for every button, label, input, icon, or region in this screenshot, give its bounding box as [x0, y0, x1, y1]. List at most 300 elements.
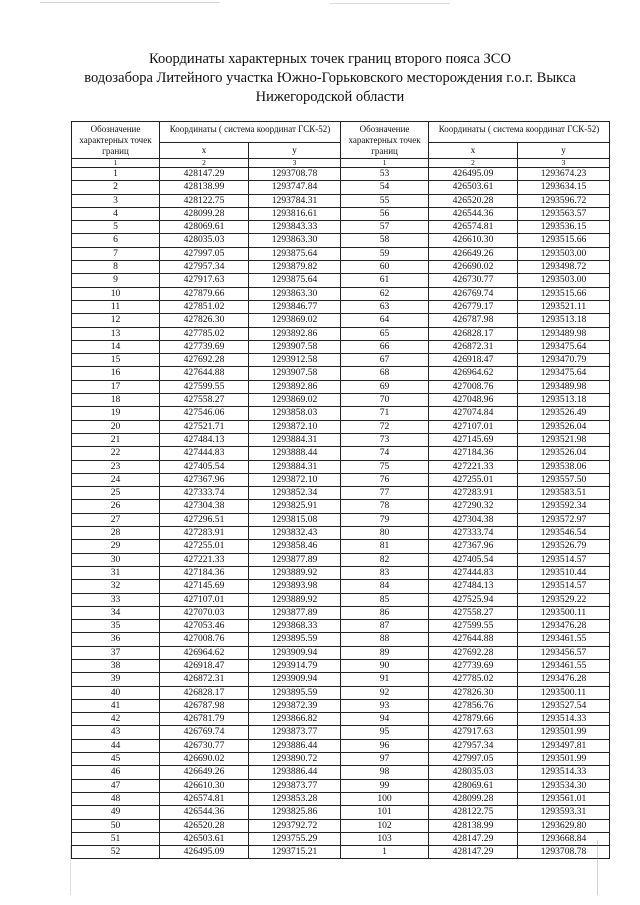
point-id-cell: 32: [72, 580, 160, 593]
point-id-cell: 30: [72, 553, 160, 566]
table-row: [72, 553, 610, 566]
coord-x-cell: 427917.63: [429, 726, 518, 739]
coord-y-cell: 1293889.92: [249, 593, 341, 606]
coord-y-cell: 1293815.08: [249, 513, 341, 526]
coord-x-cell: 427484.13: [160, 433, 249, 446]
coord-x-cell: 428122.75: [429, 806, 518, 819]
point-id-cell: 99: [341, 779, 429, 792]
coord-x-cell: 427558.27: [429, 606, 518, 619]
table-row: [72, 726, 610, 739]
coord-x-cell: 428138.99: [429, 819, 518, 832]
table-row: [72, 593, 610, 606]
coord-x-cell: 427879.66: [160, 287, 249, 300]
point-id-cell: 17: [72, 380, 160, 393]
table-row: [72, 487, 610, 500]
coord-y-cell: 1293674.23: [518, 168, 610, 181]
point-id-cell: 84: [341, 580, 429, 593]
point-id-cell: 93: [341, 699, 429, 712]
coord-x-cell: 427255.01: [160, 540, 249, 553]
coord-y-cell: 1293715.21: [249, 846, 341, 859]
coord-y-cell: 1293708.78: [518, 846, 610, 859]
coord-y-cell: 1293501.99: [518, 726, 610, 739]
coord-x-cell: 426828.17: [160, 686, 249, 699]
coord-y-cell: 1293858.46: [249, 540, 341, 553]
coord-x-cell: 428138.99: [160, 181, 249, 194]
coord-y-cell: 1293869.02: [249, 314, 341, 327]
coord-y-cell: 1293875.64: [249, 247, 341, 260]
coord-x-cell: 428069.61: [429, 779, 518, 792]
table-row: [72, 566, 610, 579]
coord-y-cell: 1293526.49: [518, 407, 610, 420]
coord-y-cell: 1293892.86: [249, 327, 341, 340]
point-id-cell: 39: [72, 673, 160, 686]
point-id-cell: 38: [72, 659, 160, 672]
column-number-row: [72, 159, 610, 168]
coord-y-cell: 1293872.10: [249, 420, 341, 433]
point-id-cell: 73: [341, 433, 429, 446]
point-id-cell: 100: [341, 792, 429, 805]
table-row: [72, 659, 610, 672]
coord-y-cell: 1293498.72: [518, 261, 610, 274]
coord-x-cell: 427599.55: [429, 620, 518, 633]
point-id-cell: 79: [341, 513, 429, 526]
coord-y-cell: 1293892.86: [249, 380, 341, 393]
point-id-cell: 68: [341, 367, 429, 380]
coord-y-cell: 1293877.89: [249, 553, 341, 566]
coord-x-cell: 426787.98: [160, 699, 249, 712]
coord-x-cell: 426918.47: [160, 659, 249, 672]
coord-y-cell: 1293497.81: [518, 739, 610, 752]
coord-x-cell: 426503.61: [160, 832, 249, 845]
title-line-3: Нижегородской области: [255, 89, 405, 105]
coord-y-cell: 1293503.00: [518, 274, 610, 287]
point-id-cell: 37: [72, 646, 160, 659]
coord-y-cell: 1293563.57: [518, 207, 610, 220]
coord-x-cell: 426781.79: [160, 713, 249, 726]
coord-x-cell: 428099.28: [160, 207, 249, 220]
table-row: [72, 620, 610, 633]
point-id-cell: 101: [341, 806, 429, 819]
coord-x-cell: 426779.17: [429, 300, 518, 313]
coord-y-cell: 1293909.94: [249, 646, 341, 659]
coord-y-cell: 1293708.78: [249, 168, 341, 181]
point-id-cell: 75: [341, 460, 429, 473]
coord-y-cell: 1293886.44: [249, 739, 341, 752]
point-id-cell: 23: [72, 460, 160, 473]
point-id-cell: 20: [72, 420, 160, 433]
coordinates-table: [71, 121, 610, 859]
coord-y-cell: 1293895.59: [249, 686, 341, 699]
coord-x-cell: 426544.36: [160, 806, 249, 819]
point-id-cell: 43: [72, 726, 160, 739]
coord-x-cell: 428035.03: [160, 234, 249, 247]
coord-y-cell: 1293536.15: [518, 221, 610, 234]
coord-x-cell: 426495.09: [429, 168, 518, 181]
table-row: [72, 527, 610, 540]
table-row: [72, 606, 610, 619]
coord-y-cell: 1293515.66: [518, 234, 610, 247]
coord-x-cell: 427997.05: [160, 247, 249, 260]
coord-x-cell: 426964.62: [429, 367, 518, 380]
coord-y-cell: 1293489.98: [518, 327, 610, 340]
coord-y-cell: 1293513.18: [518, 394, 610, 407]
header-x-left: x: [160, 142, 249, 158]
coord-y-cell: 1293792.72: [249, 819, 341, 832]
table-row: [72, 447, 610, 460]
point-id-cell: 82: [341, 553, 429, 566]
point-id-cell: 8: [72, 261, 160, 274]
table-row: [72, 792, 610, 805]
point-id-cell: 54: [341, 181, 429, 194]
point-id-cell: 24: [72, 473, 160, 486]
point-id-cell: 44: [72, 739, 160, 752]
coord-x-cell: 427692.28: [429, 646, 518, 659]
coord-x-cell: 426769.74: [429, 287, 518, 300]
point-id-cell: 89: [341, 646, 429, 659]
point-id-cell: 96: [341, 739, 429, 752]
coord-y-cell: 1293557.50: [518, 473, 610, 486]
coord-y-cell: 1293889.92: [249, 566, 341, 579]
header-x-right: x: [429, 142, 518, 158]
table-row: [72, 314, 610, 327]
point-id-cell: 69: [341, 380, 429, 393]
table-row: [72, 340, 610, 353]
coord-x-cell: 427048.96: [429, 394, 518, 407]
coord-y-cell: 1293866.82: [249, 713, 341, 726]
coord-x-cell: 427145.69: [160, 580, 249, 593]
table-row: [72, 407, 610, 420]
coord-y-cell: 1293872.10: [249, 473, 341, 486]
point-id-cell: 78: [341, 500, 429, 513]
point-id-cell: 95: [341, 726, 429, 739]
coord-y-cell: 1293538.06: [518, 460, 610, 473]
point-id-cell: 25: [72, 487, 160, 500]
scan-artifact: [597, 840, 598, 895]
point-id-cell: 62: [341, 287, 429, 300]
point-id-cell: 5: [72, 221, 160, 234]
point-id-cell: 60: [341, 261, 429, 274]
coord-y-cell: 1293747.84: [249, 181, 341, 194]
coord-y-cell: 1293853.28: [249, 792, 341, 805]
header-y-right: y: [518, 142, 610, 158]
coord-x-cell: 427739.69: [160, 340, 249, 353]
coord-x-cell: 427304.38: [160, 500, 249, 513]
point-id-cell: 22: [72, 447, 160, 460]
table-row: [72, 513, 610, 526]
table-row: [72, 699, 610, 712]
header-point-left: Обозначение характерных точек границ: [72, 122, 160, 159]
coord-x-cell: 426649.26: [429, 247, 518, 260]
coord-y-cell: 1293863.30: [249, 234, 341, 247]
coord-y-cell: 1293873.77: [249, 726, 341, 739]
coord-x-cell: 427558.27: [160, 394, 249, 407]
point-id-cell: 16: [72, 367, 160, 380]
coord-x-cell: 427184.36: [429, 447, 518, 460]
coord-x-cell: 426730.77: [429, 274, 518, 287]
point-id-cell: 55: [341, 194, 429, 207]
coord-y-cell: 1293877.89: [249, 606, 341, 619]
coord-x-cell: 426544.36: [429, 207, 518, 220]
point-id-cell: 87: [341, 620, 429, 633]
coord-x-cell: 427785.02: [160, 327, 249, 340]
table-row: [72, 686, 610, 699]
coord-x-cell: 426520.28: [160, 819, 249, 832]
point-id-cell: 29: [72, 540, 160, 553]
coord-x-cell: 426964.62: [160, 646, 249, 659]
table-row: [72, 394, 610, 407]
point-id-cell: 15: [72, 354, 160, 367]
point-id-cell: 94: [341, 713, 429, 726]
coord-y-cell: 1293572.97: [518, 513, 610, 526]
point-id-cell: 102: [341, 819, 429, 832]
point-id-cell: 76: [341, 473, 429, 486]
table-row: [72, 380, 610, 393]
table-row: [72, 540, 610, 553]
coord-y-cell: 1293593.31: [518, 806, 610, 819]
table-row: [72, 221, 610, 234]
table-row: [72, 633, 610, 646]
coord-y-cell: 1293503.00: [518, 247, 610, 260]
point-id-cell: 18: [72, 394, 160, 407]
coord-y-cell: 1293846.77: [249, 300, 341, 313]
header-y-left: y: [249, 142, 341, 158]
point-id-cell: 63: [341, 300, 429, 313]
table-row: [72, 806, 610, 819]
coord-y-cell: 1293816.61: [249, 207, 341, 220]
coord-y-cell: 1293755.29: [249, 832, 341, 845]
point-id-cell: 9: [72, 274, 160, 287]
coord-x-cell: 427851.02: [160, 300, 249, 313]
point-id-cell: 19: [72, 407, 160, 420]
point-id-cell: 103: [341, 832, 429, 845]
point-id-cell: 41: [72, 699, 160, 712]
coord-y-cell: 1293596.72: [518, 194, 610, 207]
point-id-cell: 85: [341, 593, 429, 606]
point-id-cell: 27: [72, 513, 160, 526]
coord-x-cell: 427107.01: [429, 420, 518, 433]
coord-y-cell: 1293470.79: [518, 354, 610, 367]
point-id-cell: 86: [341, 606, 429, 619]
coord-y-cell: 1293515.66: [518, 287, 610, 300]
coord-x-cell: 426649.26: [160, 766, 249, 779]
point-id-cell: 67: [341, 354, 429, 367]
coord-x-cell: 427070.03: [160, 606, 249, 619]
point-id-cell: 51: [72, 832, 160, 845]
coord-x-cell: 427367.96: [429, 540, 518, 553]
point-id-cell: 64: [341, 314, 429, 327]
point-id-cell: 53: [341, 168, 429, 181]
coord-x-cell: 428147.29: [429, 846, 518, 859]
coord-y-cell: 1293914.79: [249, 659, 341, 672]
point-id-cell: 91: [341, 673, 429, 686]
coord-y-cell: 1293668.84: [518, 832, 610, 845]
document-title: [60, 50, 600, 107]
coord-y-cell: 1293514.57: [518, 580, 610, 593]
coord-y-cell: 1293500.11: [518, 686, 610, 699]
coord-x-cell: 427405.54: [160, 460, 249, 473]
coord-x-cell: 427255.01: [429, 473, 518, 486]
coord-y-cell: 1293546.54: [518, 527, 610, 540]
coord-x-cell: 427221.33: [429, 460, 518, 473]
table-row: [72, 766, 610, 779]
point-id-cell: 74: [341, 447, 429, 460]
table-row: [72, 473, 610, 486]
coord-y-cell: 1293475.64: [518, 340, 610, 353]
point-id-cell: 66: [341, 340, 429, 353]
coord-x-cell: 427546.06: [160, 407, 249, 420]
coord-x-cell: 428122.75: [160, 194, 249, 207]
table-row: [72, 739, 610, 752]
point-id-cell: 48: [72, 792, 160, 805]
point-id-cell: 92: [341, 686, 429, 699]
coord-x-cell: 427826.30: [429, 686, 518, 699]
coord-y-cell: 1293583.51: [518, 487, 610, 500]
header-point-right: Обозначение характерных точек границ: [341, 122, 429, 159]
coord-y-cell: 1293852.34: [249, 487, 341, 500]
coord-y-cell: 1293825.91: [249, 500, 341, 513]
coord-x-cell: 427879.66: [429, 713, 518, 726]
coord-y-cell: 1293510.44: [518, 566, 610, 579]
coord-x-cell: 427484.13: [429, 580, 518, 593]
point-id-cell: 13: [72, 327, 160, 340]
coord-x-cell: 427074.84: [429, 407, 518, 420]
coord-y-cell: 1293529.22: [518, 593, 610, 606]
point-id-cell: 45: [72, 753, 160, 766]
table-row: [72, 753, 610, 766]
point-id-cell: 81: [341, 540, 429, 553]
coord-y-cell: 1293592.34: [518, 500, 610, 513]
coord-x-cell: 427367.96: [160, 473, 249, 486]
table-row: [72, 713, 610, 726]
coord-x-cell: 427957.34: [429, 739, 518, 752]
coord-x-cell: 427008.76: [160, 633, 249, 646]
coord-x-cell: 427296.51: [160, 513, 249, 526]
point-id-cell: 33: [72, 593, 160, 606]
coord-x-cell: 426574.81: [429, 221, 518, 234]
coord-x-cell: 427053.46: [160, 620, 249, 633]
coord-y-cell: 1293476.28: [518, 620, 610, 633]
coord-y-cell: 1293526.79: [518, 540, 610, 553]
coord-y-cell: 1293886.44: [249, 766, 341, 779]
coord-y-cell: 1293513.18: [518, 314, 610, 327]
coord-x-cell: 427957.34: [160, 261, 249, 274]
coord-x-cell: 427525.94: [429, 593, 518, 606]
point-id-cell: 98: [341, 766, 429, 779]
point-id-cell: 61: [341, 274, 429, 287]
coord-y-cell: 1293514.57: [518, 553, 610, 566]
coord-x-cell: 427599.55: [160, 380, 249, 393]
point-id-cell: 46: [72, 766, 160, 779]
coord-y-cell: 1293872.39: [249, 699, 341, 712]
coord-x-cell: 426495.09: [160, 846, 249, 859]
point-id-cell: 12: [72, 314, 160, 327]
point-id-cell: 71: [341, 407, 429, 420]
column-number: 1: [72, 159, 160, 168]
coord-x-cell: 428099.28: [429, 792, 518, 805]
table-row: [72, 832, 610, 845]
point-id-cell: 40: [72, 686, 160, 699]
coord-x-cell: 427644.88: [429, 633, 518, 646]
point-id-cell: 59: [341, 247, 429, 260]
column-number: 2: [160, 159, 249, 168]
coord-x-cell: 428147.29: [429, 832, 518, 845]
table-row: [72, 819, 610, 832]
coord-x-cell: 427304.38: [429, 513, 518, 526]
table-body: [72, 168, 610, 859]
coord-y-cell: 1293526.04: [518, 420, 610, 433]
coord-y-cell: 1293879.82: [249, 261, 341, 274]
coord-y-cell: 1293895.59: [249, 633, 341, 646]
coord-x-cell: 427785.02: [429, 673, 518, 686]
point-id-cell: 31: [72, 566, 160, 579]
point-id-cell: 50: [72, 819, 160, 832]
coord-x-cell: 426769.74: [160, 726, 249, 739]
coord-x-cell: 426872.31: [160, 673, 249, 686]
coord-y-cell: 1293884.31: [249, 433, 341, 446]
point-id-cell: 10: [72, 287, 160, 300]
coord-x-cell: 427444.83: [160, 447, 249, 460]
point-id-cell: 11: [72, 300, 160, 313]
coord-x-cell: 428147.29: [160, 168, 249, 181]
coord-x-cell: 426690.02: [160, 753, 249, 766]
coord-y-cell: 1293893.98: [249, 580, 341, 593]
coord-x-cell: 426574.81: [160, 792, 249, 805]
coord-y-cell: 1293832.43: [249, 527, 341, 540]
point-id-cell: 47: [72, 779, 160, 792]
point-id-cell: 83: [341, 566, 429, 579]
point-id-cell: 65: [341, 327, 429, 340]
coord-x-cell: 427283.91: [429, 487, 518, 500]
point-id-cell: 72: [341, 420, 429, 433]
column-number: 2: [429, 159, 518, 168]
table-row: [72, 327, 610, 340]
scan-artifact: [330, 3, 450, 4]
coord-x-cell: 427145.69: [429, 433, 518, 446]
point-id-cell: 88: [341, 633, 429, 646]
header-coords-left: Координаты ( система координат ГСК-52): [160, 122, 341, 143]
point-id-cell: 58: [341, 234, 429, 247]
coord-y-cell: 1293489.98: [518, 380, 610, 393]
table-row: [72, 420, 610, 433]
point-id-cell: 42: [72, 713, 160, 726]
table-row: [72, 287, 610, 300]
table-row: [72, 168, 610, 181]
table-row: [72, 846, 610, 859]
coord-y-cell: 1293461.55: [518, 633, 610, 646]
coord-y-cell: 1293869.02: [249, 394, 341, 407]
table-row: [72, 673, 610, 686]
table-row: [72, 247, 610, 260]
point-id-cell: 36: [72, 633, 160, 646]
coord-x-cell: 427644.88: [160, 367, 249, 380]
coord-y-cell: 1293858.03: [249, 407, 341, 420]
table-row: [72, 181, 610, 194]
coord-y-cell: 1293875.64: [249, 274, 341, 287]
point-id-cell: 2: [72, 181, 160, 194]
coord-y-cell: 1293634.15: [518, 181, 610, 194]
coord-x-cell: 428035.03: [429, 766, 518, 779]
point-id-cell: 57: [341, 221, 429, 234]
table-row: [72, 194, 610, 207]
coord-x-cell: 427405.54: [429, 553, 518, 566]
coord-x-cell: 426503.61: [429, 181, 518, 194]
coord-y-cell: 1293534.30: [518, 779, 610, 792]
coord-x-cell: 427692.28: [160, 354, 249, 367]
coord-x-cell: 426872.31: [429, 340, 518, 353]
coord-y-cell: 1293784.31: [249, 194, 341, 207]
point-id-cell: 7: [72, 247, 160, 260]
coord-x-cell: 427917.63: [160, 274, 249, 287]
